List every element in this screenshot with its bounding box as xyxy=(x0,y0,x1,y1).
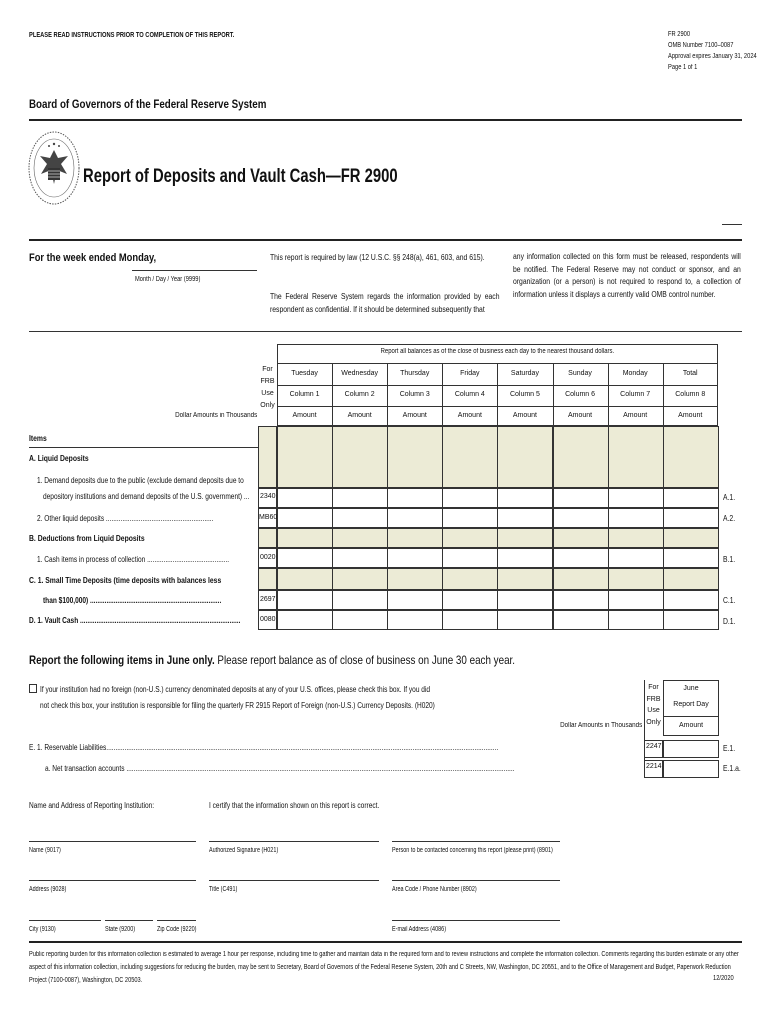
e1-label: E. 1. Reservable Liabilities....................................................................................................................................................................................................................... xyxy=(29,743,499,752)
e1a-ref: E.1.a. xyxy=(723,764,741,773)
column-header-unit: Amount xyxy=(512,412,537,419)
shaded-cell xyxy=(663,528,719,548)
e1a-code: 2214 xyxy=(646,763,662,770)
shaded-cell xyxy=(277,568,333,590)
title-field[interactable] xyxy=(209,880,379,881)
june-frb-only: Only xyxy=(646,718,661,726)
shaded-cell xyxy=(387,568,443,590)
header-row-rule xyxy=(277,406,718,407)
agency-name: Board of Governors of the Federal Reserve System xyxy=(29,99,267,111)
column-header-col: Column 4 xyxy=(454,391,485,398)
a2-label: 2. Other liquid deposits ........................................................... xyxy=(37,514,214,523)
section-rule xyxy=(29,239,742,241)
shaded-cell xyxy=(277,528,333,548)
instructions-notice: PLEASE READ INSTRUCTIONS PRIOR TO COMPLETION OF THIS REPORT. xyxy=(29,32,235,39)
address-caption: Address (9028) xyxy=(29,886,67,893)
notice-bottom-rule xyxy=(29,331,742,332)
dollar-amounts-label: Dollar Amounts in Thousands xyxy=(174,412,257,419)
frb-for: For xyxy=(262,366,273,373)
c1-ref: C.1. xyxy=(723,596,736,605)
title-rule-stub xyxy=(722,224,742,225)
checkbox-text-line2: not check this box, your institution is responsible for filing the quarterly FR 2915 Report of Foreign (non-U.S.) Currency Deposits. (H020) xyxy=(40,701,435,710)
column-header-day: Thursday xyxy=(400,370,430,377)
a2-ref: A.2. xyxy=(723,514,736,523)
no-foreign-deposits-checkbox[interactable] xyxy=(29,684,37,693)
e1a-amount-input[interactable] xyxy=(663,760,719,778)
contact-field[interactable] xyxy=(392,841,560,842)
amount-input[interactable] xyxy=(387,488,443,508)
column-header-day: Saturday xyxy=(510,370,539,377)
shaded-cell xyxy=(332,568,388,590)
june-frb-frb: FRB xyxy=(646,695,661,703)
shaded-cell xyxy=(497,568,553,590)
column-header-unit: Amount xyxy=(623,412,648,419)
phone-caption: Area Code / Phone Number (8902) xyxy=(392,886,477,893)
header-row-rule xyxy=(277,385,718,386)
amount-input[interactable] xyxy=(332,548,388,568)
amount-input[interactable] xyxy=(277,508,333,528)
d1-code: 0080 xyxy=(260,616,276,623)
week-ended-label: For the week ended Monday, xyxy=(29,252,157,264)
column-header-day: Total xyxy=(682,370,698,377)
amount-input[interactable] xyxy=(442,610,498,630)
institution-heading: Name and Address of Reporting Institution: xyxy=(29,801,155,810)
name-caption: Name (9017) xyxy=(29,847,61,854)
amount-input[interactable] xyxy=(277,590,333,610)
footer-rule xyxy=(29,941,742,943)
june-frb-use: Use xyxy=(647,707,660,714)
column-header-day: Tuesday xyxy=(291,370,318,377)
name-field[interactable] xyxy=(29,841,196,842)
certify-statement: I certify that the information shown on this report is correct. xyxy=(209,801,380,810)
column-header-col: Column 8 xyxy=(675,391,706,398)
city-field[interactable] xyxy=(29,920,101,921)
amount-input[interactable] xyxy=(442,590,498,610)
amount-input[interactable] xyxy=(332,488,388,508)
checkbox-text-line1: If your institution had no foreign (non-U.S.) currency denominated deposits at any of your U.S. offices, please check this box. If you did xyxy=(40,685,431,694)
column-header-unit: Amount xyxy=(457,412,482,419)
b1-ref: B.1. xyxy=(723,555,736,564)
amount-input[interactable] xyxy=(332,508,388,528)
c1-label-line2: than $100,000) ........................................................................ xyxy=(43,596,222,605)
frb-use-cell xyxy=(258,568,277,590)
amount-input[interactable] xyxy=(553,590,609,610)
form-meta xyxy=(668,29,770,73)
page-number: Page 1 of 1 xyxy=(668,64,698,71)
form-number: FR 2900 xyxy=(668,31,691,38)
shaded-cell xyxy=(442,568,498,590)
column-header-unit: Amount xyxy=(347,412,372,419)
shaded-cell xyxy=(497,426,553,488)
shaded-cell xyxy=(663,568,719,590)
amount-input[interactable] xyxy=(663,548,719,568)
shaded-cell xyxy=(553,426,609,488)
items-rule xyxy=(29,447,259,448)
amount-input[interactable] xyxy=(387,548,443,568)
june-col-june: June xyxy=(683,685,699,692)
e1-amount-input[interactable] xyxy=(663,740,719,758)
report-title: Report of Deposits and Vault Cash—FR 2900 xyxy=(83,166,398,187)
a1-label-line1: 1. Demand deposits due to the public (exclude demand deposits due to xyxy=(37,476,244,485)
amount-input[interactable] xyxy=(497,610,553,630)
shaded-cell xyxy=(277,426,333,488)
amount-input[interactable] xyxy=(553,548,609,568)
state-field[interactable] xyxy=(105,920,153,921)
amount-input[interactable] xyxy=(608,610,664,630)
june-heading xyxy=(29,653,515,667)
amount-input[interactable] xyxy=(663,610,719,630)
shaded-cell xyxy=(442,528,498,548)
column-header-unit: Amount xyxy=(678,412,703,419)
shaded-cell xyxy=(553,568,609,590)
amount-input[interactable] xyxy=(663,508,719,528)
state-caption: State (9200) xyxy=(105,926,136,933)
zip-field[interactable] xyxy=(157,920,196,921)
column-header-col: Column 3 xyxy=(399,391,430,398)
shaded-cell xyxy=(387,528,443,548)
amount-input[interactable] xyxy=(442,488,498,508)
amount-input[interactable] xyxy=(277,488,333,508)
frb-frb: FRB xyxy=(260,378,275,385)
signature-caption: Authorized Signature (H021) xyxy=(209,847,279,854)
e1-code: 2247 xyxy=(646,743,662,750)
shaded-cell xyxy=(442,426,498,488)
amount-input[interactable] xyxy=(608,590,664,610)
email-caption: E-mail Address (4086) xyxy=(392,926,447,933)
notice-legal-basis: This report is required by law (12 U.S.C. §§ 248(a), 461, 603, and 615). xyxy=(270,253,485,262)
june-col-report-day: Report Day xyxy=(673,701,709,708)
c1-label-line1: C. 1. Small Time Deposits (time deposits with balances less xyxy=(29,576,222,585)
amount-input[interactable] xyxy=(332,610,388,630)
revision-date: 12/2020 xyxy=(713,975,734,982)
federal-reserve-seal xyxy=(27,128,81,208)
amount-input[interactable] xyxy=(277,548,333,568)
week-date-input[interactable] xyxy=(132,270,257,271)
address-field[interactable] xyxy=(29,880,196,881)
amount-input[interactable] xyxy=(387,610,443,630)
burden-statement: Public reporting burden for this information collection is estimated to average 1 hour per response, including time to gather and maintain data in the required form and to review instructions and complete the information collection. Comments regarding this burden estimate or any other aspect of this information collection, including suggestions for reducing the burden, may be sent to Secretary, Board of Governors of the Federal Reserve System, 20th and C Streets, NW, Washington, DC 20551, and to the Office of Management and Budget, Paperwork Reduction Project (7100-0087), Washington, DC 20503. xyxy=(29,951,739,984)
column-header-day: Sunday xyxy=(568,370,592,377)
b1-label: 1. Cash items in process of collection ............................................. xyxy=(37,555,230,564)
column-header-col: Column 2 xyxy=(344,391,375,398)
shaded-cell xyxy=(608,528,664,548)
amount-input[interactable] xyxy=(663,590,719,610)
amount-input[interactable] xyxy=(277,610,333,630)
items-heading: Items xyxy=(29,434,47,443)
a2-code: MB60 xyxy=(259,514,278,521)
amount-input[interactable] xyxy=(553,610,609,630)
column-header-unit: Amount xyxy=(292,412,317,419)
e1a-label: a. Net transaction accounts ..................................................................................................................................................................................................................... xyxy=(45,764,515,773)
amount-input[interactable] xyxy=(332,590,388,610)
week-date-caption: Month / Day / Year (9999) xyxy=(135,276,201,283)
amount-input[interactable] xyxy=(442,548,498,568)
frb-use-cell xyxy=(258,426,277,488)
b1-code: 0020 xyxy=(260,554,276,561)
amount-input[interactable] xyxy=(497,508,553,528)
a1-ref: A.1. xyxy=(723,493,736,502)
amount-input[interactable] xyxy=(497,488,553,508)
frb-use-cell xyxy=(258,528,277,548)
a1-code: 2340 xyxy=(260,493,276,500)
column-header-col: Column 1 xyxy=(289,391,320,398)
shaded-cell xyxy=(608,568,664,590)
shaded-cell xyxy=(608,426,664,488)
email-field[interactable] xyxy=(392,920,560,921)
column-header-unit: Amount xyxy=(567,412,593,419)
amount-input[interactable] xyxy=(387,590,443,610)
column-header-col: Column 6 xyxy=(565,391,596,398)
notice-omb: any information collected on this form must be released, respondents will be notified. The Federal Reserve may not conduct or sponsor, and an organization (or a person) is not required to respond to, a collection of information unless it displays a currently valid OMB control number. xyxy=(513,252,741,299)
column-header-day: Friday xyxy=(460,370,480,377)
shaded-cell xyxy=(387,426,443,488)
amount-input[interactable] xyxy=(553,508,609,528)
table-banner: Report all balances as of the close of business each day to the nearest thousand dollars. xyxy=(380,348,615,355)
shaded-cell xyxy=(332,426,388,488)
amount-input[interactable] xyxy=(608,508,664,528)
zip-caption: Zip Code (9220) xyxy=(157,926,197,933)
shaded-cell xyxy=(663,426,719,488)
column-header-col: Column 7 xyxy=(620,391,651,398)
column-header-unit: Amount xyxy=(402,412,427,419)
frb-use-header xyxy=(258,364,277,412)
e1-ref: E.1. xyxy=(723,744,736,753)
shaded-cell xyxy=(553,528,609,548)
amount-input[interactable] xyxy=(608,548,664,568)
column-header-col: Column 5 xyxy=(509,391,540,398)
column-header-day: Wednesday xyxy=(341,370,379,377)
contact-caption: Person to be contacted concerning this report (please print) (8901) xyxy=(392,847,553,854)
section-a-heading: A. Liquid Deposits xyxy=(29,454,89,463)
june-col-amount: Amount xyxy=(678,722,704,729)
june-heading-bold: Report the following items in June only. xyxy=(29,653,215,667)
a1-label-line2: depository institutions and demand deposits of the U.S. government) ... xyxy=(43,492,250,501)
phone-field[interactable] xyxy=(392,880,560,881)
june-col-rule xyxy=(663,716,719,717)
title-caption: Title (C491) xyxy=(209,886,238,893)
amount-input[interactable] xyxy=(497,590,553,610)
approval-expiry: Approval expires January 31, 2024 xyxy=(668,53,757,60)
june-heading-rest: Please report balance as of close of business on June 30 each year. xyxy=(217,653,516,667)
frb-only: Only xyxy=(260,402,275,409)
amount-input[interactable] xyxy=(608,488,664,508)
notice-confidential: The Federal Reserve System regards the information provided by each respondent as confidential. If it should be determined subsequently that xyxy=(270,292,500,314)
amount-input[interactable] xyxy=(442,508,498,528)
june-frb-for: For xyxy=(648,684,659,691)
amount-input[interactable] xyxy=(497,548,553,568)
header-rule xyxy=(29,119,742,121)
signature-field[interactable] xyxy=(209,841,379,842)
d1-label: D. 1. Vault Cash ........................................................................................ xyxy=(29,616,241,625)
section-b-heading: B. Deductions from Liquid Deposits xyxy=(29,534,145,543)
june-frb-header xyxy=(644,682,663,728)
amount-input[interactable] xyxy=(663,488,719,508)
city-caption: City (9130) xyxy=(29,926,56,933)
frb-use: Use xyxy=(261,390,274,397)
shaded-cell xyxy=(497,528,553,548)
amount-input[interactable] xyxy=(553,488,609,508)
omb-number: OMB Number 7100–0087 xyxy=(668,42,734,49)
amount-input[interactable] xyxy=(387,508,443,528)
column-header-day: Monday xyxy=(622,370,648,377)
june-dollar-label: Dollar Amounts in Thousands xyxy=(559,722,642,729)
d1-ref: D.1. xyxy=(723,617,736,626)
c1-code: 2697 xyxy=(260,596,276,603)
shaded-cell xyxy=(332,528,388,548)
